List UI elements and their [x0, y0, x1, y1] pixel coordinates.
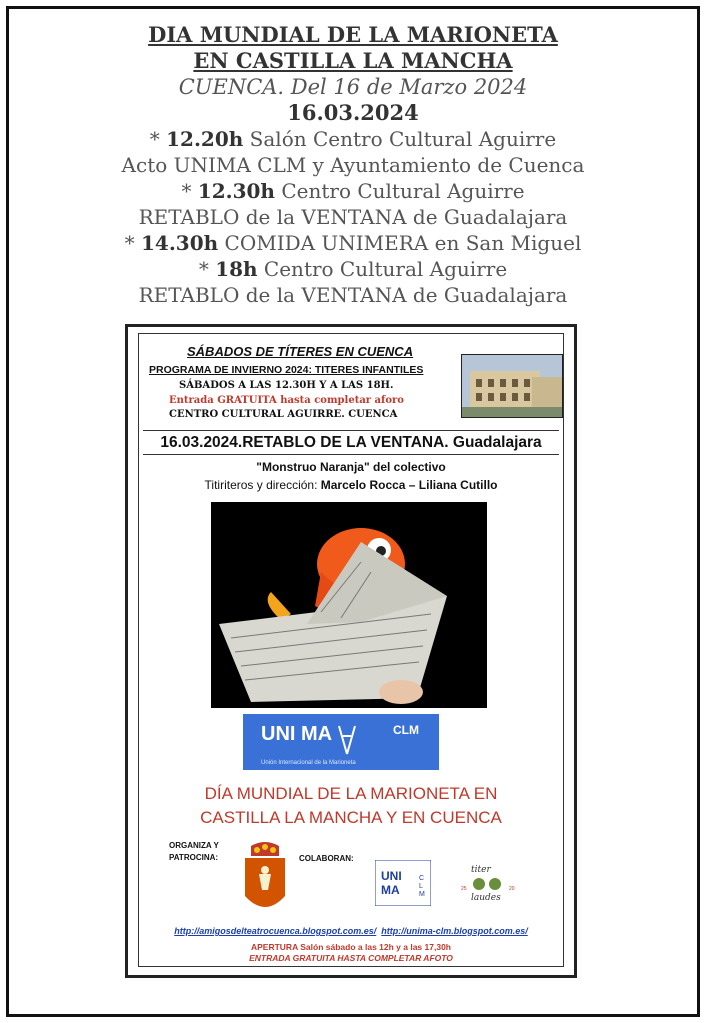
link-amigos-teatro[interactable]: http://amigosdelteatrocuenca.blogspot.com.es/ [174, 926, 377, 936]
svg-text:25: 25 [461, 886, 467, 892]
horario-line: SÁBADOS A LAS 12.30H Y A LAS 18H. [179, 380, 394, 391]
event-line: RETABLO de la VENTANA de Guadalajara [138, 205, 568, 229]
headline: 16.03.2024.RETABLO DE LA VENTANA. Guadalajara [160, 434, 542, 451]
colaboran-label: COLABORAN: [299, 854, 354, 863]
puppet-photo-icon [211, 502, 487, 708]
titiriteros-line: Titiriteros y dirección: Marcelo Rocca – Liliana Cutillo [204, 478, 498, 492]
organiza-label: ORGANIZA Y PATROCINA: [169, 841, 219, 862]
event-line: * 18h Centro Cultural Aguirre [198, 257, 508, 281]
event-line: RETABLO de la VENTANA de Guadalajara [138, 283, 568, 307]
event-line: * 14.30h COMIDA UNIMERA en San Miguel [124, 231, 582, 255]
svg-text:M: M [419, 891, 425, 898]
svg-text:C: C [419, 875, 425, 882]
event-poster [125, 324, 577, 978]
entrada-line: Entrada GRATUITA hasta completar aforo [169, 395, 404, 406]
event-date: 16.03.2024 [287, 100, 419, 125]
poster-inner [138, 333, 564, 967]
apertura-line: APERTURA Salón sábado a las 12h y a las 17,30h [250, 942, 451, 952]
event-line: * 12.20h Salón Centro Cultural Aguirre [149, 127, 557, 151]
svg-text:MA: MA [381, 883, 400, 897]
link-unima-clm[interactable]: http://unima-clm.blogspot.com.es/ [381, 926, 528, 936]
blog-links [139, 926, 563, 936]
announcement-header [0, 22, 706, 308]
obra-title: "Monstruo Naranja" del colectivo [256, 460, 446, 474]
svg-text:titer: titer [471, 865, 491, 875]
event-line: Acto UNIMA CLM y Ayuntamiento de Cuenca [121, 153, 585, 177]
subtitle: CUENCA. Del 16 de Marzo 2024 [178, 75, 528, 99]
unima-logo [243, 714, 439, 770]
divider [143, 430, 559, 431]
divider [143, 454, 559, 455]
titer-laudes-logo-icon [459, 860, 517, 906]
unima-sub-text: Unión Internacional de la Marioneta [261, 760, 356, 766]
centro-line: CENTRO CULTURAL AGUIRRE. CUENCA [169, 409, 398, 420]
unima-small-logo-icon [375, 860, 431, 906]
title-line2: EN CASTILLA LA MANCHA [193, 48, 513, 73]
event-line: * 12.30h Centro Cultural Aguirre [181, 179, 525, 203]
unima-clm-text: CLM [393, 723, 419, 737]
cuenca-shield-icon [241, 840, 289, 920]
building-photo-icon [461, 354, 563, 418]
programa-line: PROGRAMA DE INVIERNO 2024: TITERES INFANTILES [149, 364, 424, 376]
dia-mundial-text: DÍA MUNDIAL DE LA MARIONETA EN CASTILLA LA MANCHA Y EN CUENCA [200, 784, 502, 827]
entrada-final: ENTRADA GRATUITA HASTA COMPLETAR AFOTO [249, 953, 453, 963]
svg-text:laudes: laudes [471, 893, 501, 903]
title-line1: DIA MUNDIAL DE LA MARIONETA [148, 22, 558, 47]
svg-text:L: L [419, 883, 423, 890]
svg-text:UNI: UNI [381, 869, 402, 883]
unima-logo-icon [243, 714, 439, 770]
unima-logo-text: UNI MA [261, 723, 333, 745]
sabados-heading: SÁBADOS DE TÍTERES EN CUENCA [187, 344, 414, 359]
svg-text:20: 20 [509, 886, 515, 892]
